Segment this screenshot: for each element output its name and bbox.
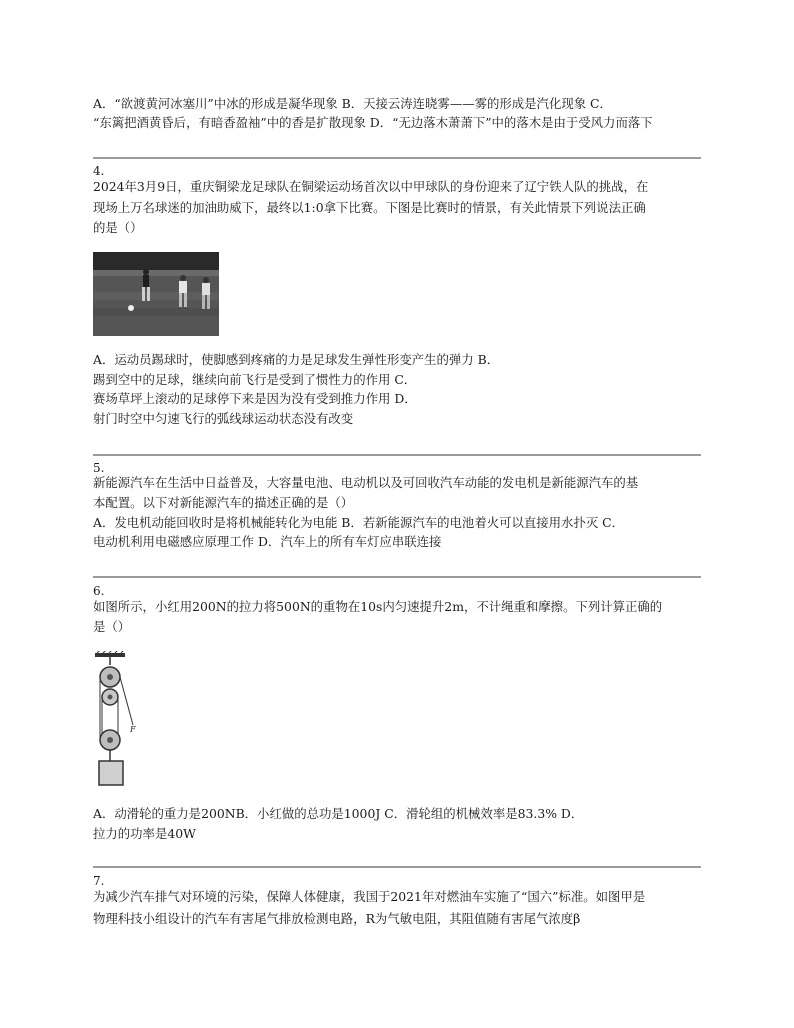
divider xyxy=(93,576,701,578)
option-line: A．动滑轮的重力是200NB．小红做的总功是1000J C．滑轮组的机械效率是83.3% D． xyxy=(93,806,584,821)
option-line: A．发电机动能回收时是将机械能转化为电能 B．若新能源汽车的电池着火可以直接用水扑灭 C． xyxy=(93,515,625,530)
option-line: 踢到空中的足球，继续向前飞行是受到了惯性力的作用 C． xyxy=(93,372,417,387)
question-stem-line: 的是（） xyxy=(93,220,143,235)
prev-option-line-2: “东篱把酒黄昏后，有暗香盈袖”中的香是扩散现象 D．“无边落木萧萧下”中的落木是由于受风力而落下 xyxy=(93,115,653,130)
question-stem-line: 现场上万名球迷的加油助威下，最终以1:0拿下比赛。下图是比赛时的情景，有关此情景下列说法正确 xyxy=(93,200,646,215)
option-line: 赛场草坪上滚动的足球停下来是因为没有受到推力作用 D． xyxy=(93,391,417,406)
question-stem-line: 本配置。以下对新能源汽车的描述正确的是（） xyxy=(93,495,354,510)
pulley-system-diagram xyxy=(93,651,139,791)
option-line: A．运动员踢球时，使脚感到疼痛的力是足球发生弹性形变产生的弹力 B． xyxy=(93,352,500,367)
prev-option-line-1: A．“欲渡黄河冰塞川”中冰的形成是凝华现象 B．天接云涛连晓雾——雾的形成是汽化现象 C． xyxy=(93,96,612,111)
question-number: 7. xyxy=(93,874,105,888)
question-stem-line: 新能源汽车在生活中日益普及，大容量电池、电动机以及可回收汽车动能的发电机是新能源汽车的基 xyxy=(93,475,639,490)
question-stem-line: 如图所示，小红用200N的拉力将500N的重物在10s内匀速提升2m，不计绳重和摩擦。下列计算正确的 xyxy=(93,599,663,614)
divider xyxy=(93,454,701,456)
option-line: 射门时空中匀速飞行的弧线球运动状态没有改变 xyxy=(93,411,354,426)
divider xyxy=(93,866,701,868)
question-number: 6. xyxy=(93,584,105,598)
force-label: F xyxy=(130,725,136,734)
question-stem-line: 2024年3月9日，重庆铜梁龙足球队在铜梁运动场首次以中甲球队的身份迎来了辽宁铁人队的挑战，在 xyxy=(93,179,649,194)
question-stem-line: 是（） xyxy=(93,619,131,634)
soccer-match-photo xyxy=(93,252,219,336)
question-number: 5. xyxy=(93,461,105,475)
option-line: 拉力的功率是40W xyxy=(93,826,196,841)
question-stem-line: 物理科技小组设计的汽车有害尾气排放检测电路，R为气敏电阻，其阻值随有害尾气浓度β xyxy=(93,911,581,926)
question-stem-line: 为减少汽车排气对环境的污染，保障人体健康，我国于2021年对燃油车实施了“国六”标准。如图甲是 xyxy=(93,889,646,904)
divider xyxy=(93,157,701,159)
question-number: 4. xyxy=(93,164,105,178)
option-line: 电动机利用电磁感应原理工作 D．汽车上的所有车灯应串联连接 xyxy=(93,534,442,549)
